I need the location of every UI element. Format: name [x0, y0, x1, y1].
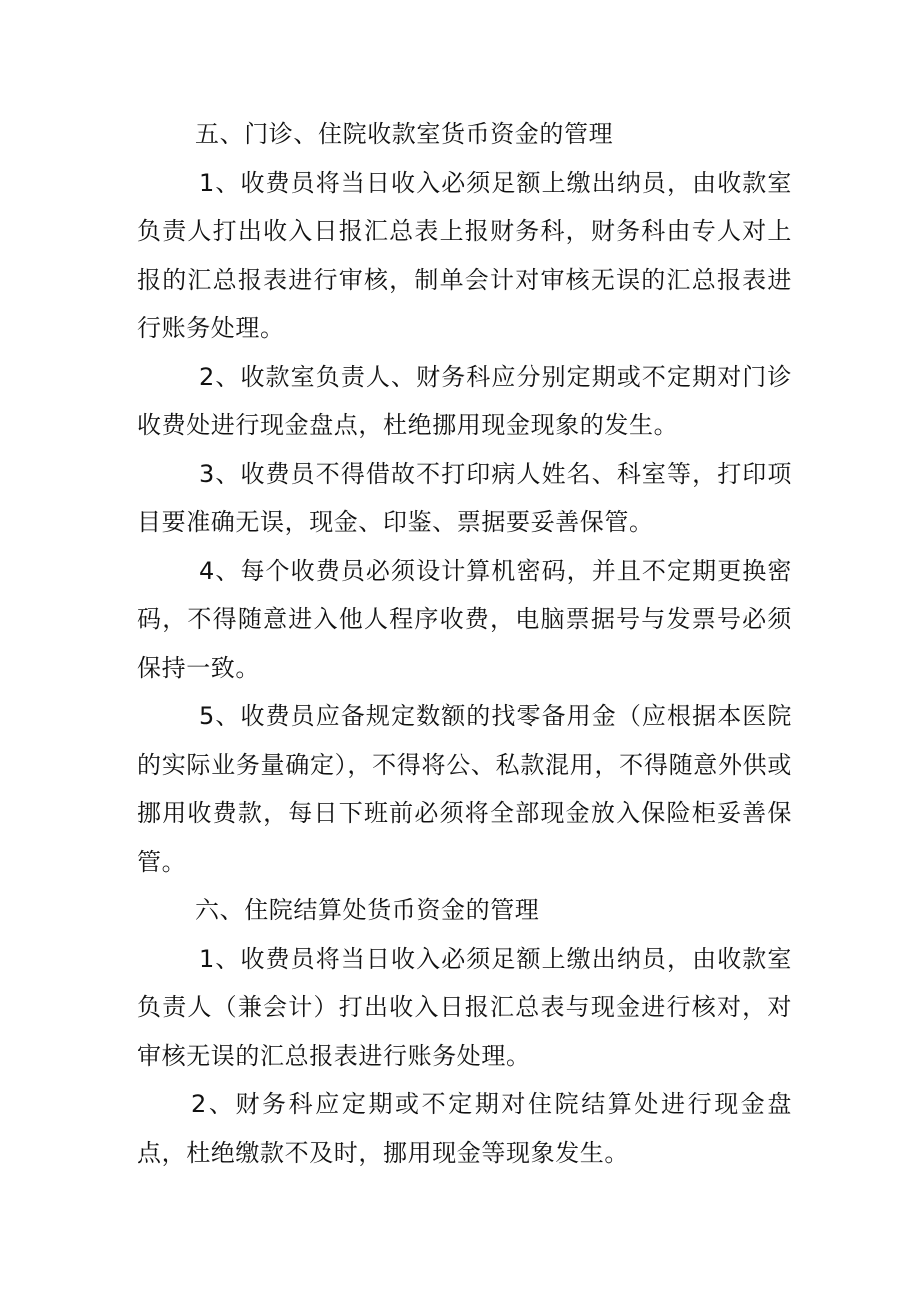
- section-5-item-1: 1、收费员将当日收入必须足额上缴出纳员，由收款室负责人打出收入日报汇总表上报财务科，财务科由专人对上报的汇总报表进行审核，制单会计对审核无误的汇总报表进行账务处理。: [137, 168, 792, 342]
- section-5-item-4: 4、每个收费员必须设计算机密码，并且不定期更换密码，不得随意进入他人程序收费，电脑票据号与发票号必须保持一致。: [137, 556, 792, 682]
- section-5-item-5: 5、收费员应备规定数额的找零备用金（应根据本医院的实际业务量确定），不得将公、私款混用，不得随意外供或挪用收费款，每日下班前必须将全部现金放入保险柜妥善保管。: [137, 702, 792, 876]
- section-6-item-2: 2、财务科应定期或不定期对住院结算处进行现金盘点，杜绝缴款不及时，挪用现金等现象发生。: [137, 1090, 792, 1167]
- section-5-heading: 五、门诊、住院收款室货币资金的管理: [195, 120, 614, 148]
- section-5-item-2: 2、收款室负责人、财务科应分别定期或不定期对门诊收费处进行现金盘点，杜绝挪用现金现象的发生。: [137, 362, 792, 439]
- section-6-item-1: 1、收费员将当日收入必须足额上缴出纳员，由收款室负责人（兼会计）打出收入日报汇总表与现金进行核对，对审核无误的汇总报表进行账务处理。: [137, 944, 792, 1070]
- document-page: [137, 110, 792, 1177]
- section-6-heading: 六、住院结算处货币资金的管理: [195, 896, 540, 924]
- section-5-item-3: 3、收费员不得借故不打印病人姓名、科室等，打印项目要准确无误，现金、印鉴、票据要妥善保管。: [137, 459, 792, 536]
